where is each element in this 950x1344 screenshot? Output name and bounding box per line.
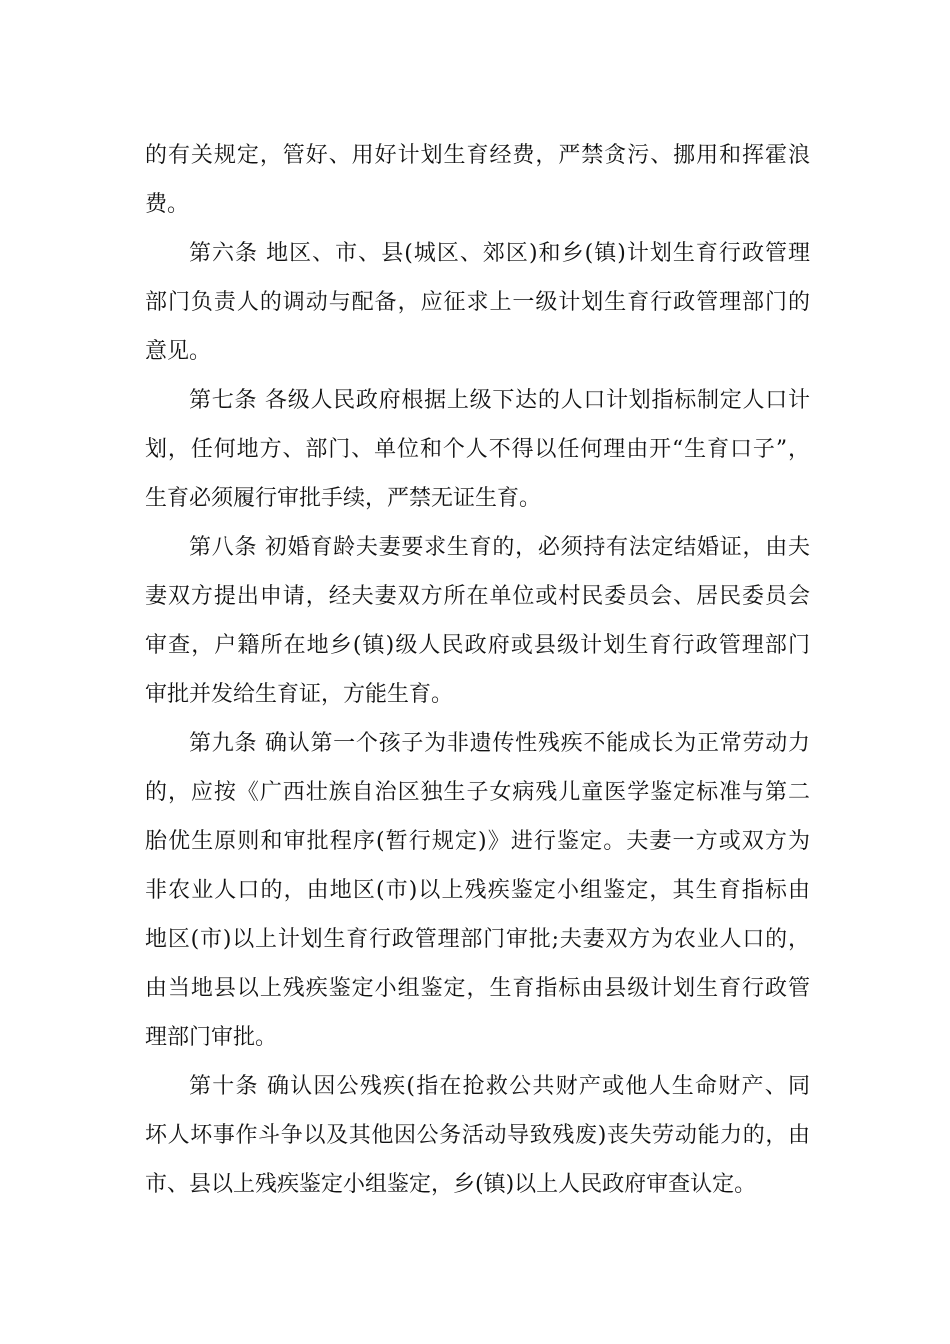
text-line: 胎优生原则和审批程序(暂行规定)》进行鉴定。夫妻一方或双方为 (145, 829, 810, 854)
text-line: 第九条 确认第一个孩子为非遗传性残疾不能成长为正常劳动力 (189, 731, 810, 756)
article-9 (145, 719, 810, 1062)
text-line: 费。 (145, 192, 190, 217)
article-6 (145, 229, 810, 376)
text-line: 第七条 各级人民政府根据上级下达的人口计划指标制定人口计 (189, 388, 810, 413)
text-line: 第十条 确认因公残疾(指在抢救公共财产或他人生命财产、同 (189, 1074, 811, 1099)
text-line: 划，任何地方、部门、单位和个人不得以任何理由开“生育口子”， (145, 437, 810, 462)
text-line: 生育必须履行审批手续，严禁无证生育。 (145, 486, 542, 511)
text-line: 坏人坏事作斗争以及其他因公务活动导致残废)丧失劳动能力的，由 (145, 1123, 810, 1148)
paragraph-continuation (145, 131, 810, 229)
text-line: 妻双方提出申请，经夫妻双方所在单位或村民委员会、居民委员会 (145, 584, 810, 609)
text-line: 由当地县以上残疾鉴定小组鉴定，生育指标由县级计划生育行政管 (145, 976, 810, 1001)
text-line: 的，应按《广西壮族自治区独生子女病残儿童医学鉴定标准与第二 (145, 780, 810, 805)
article-10 (145, 1062, 810, 1209)
text-line: 审查，户籍所在地乡(镇)级人民政府或县级计划生育行政管理部门 (145, 633, 810, 658)
article-8 (145, 523, 810, 719)
text-line: 市、县以上残疾鉴定小组鉴定，乡(镇)以上人民政府审查认定。 (145, 1172, 757, 1197)
text-line: 第六条 地区、市、县(城区、郊区)和乡(镇)计划生育行政管理 (189, 241, 810, 266)
text-line: 地区(市)以上计划生育行政管理部门审批;夫妻双方为农业人口的， (145, 927, 810, 952)
document-body (145, 131, 810, 1209)
text-line: 审批并发给生育证，方能生育。 (145, 682, 454, 707)
text-line: 非农业人口的，由地区(市)以上残疾鉴定小组鉴定，其生育指标由 (145, 878, 810, 903)
text-line: 部门负责人的调动与配备，应征求上一级计划生育行政管理部门的 (145, 290, 810, 315)
article-7 (145, 376, 810, 523)
text-line: 意见。 (145, 339, 212, 364)
text-line: 的有关规定，管好、用好计划生育经费，严禁贪污、挪用和挥霍浪 (145, 143, 810, 168)
text-line: 第八条 初婚育龄夫妻要求生育的，必须持有法定结婚证，由夫 (189, 535, 810, 560)
text-line: 理部门审批。 (145, 1025, 278, 1050)
